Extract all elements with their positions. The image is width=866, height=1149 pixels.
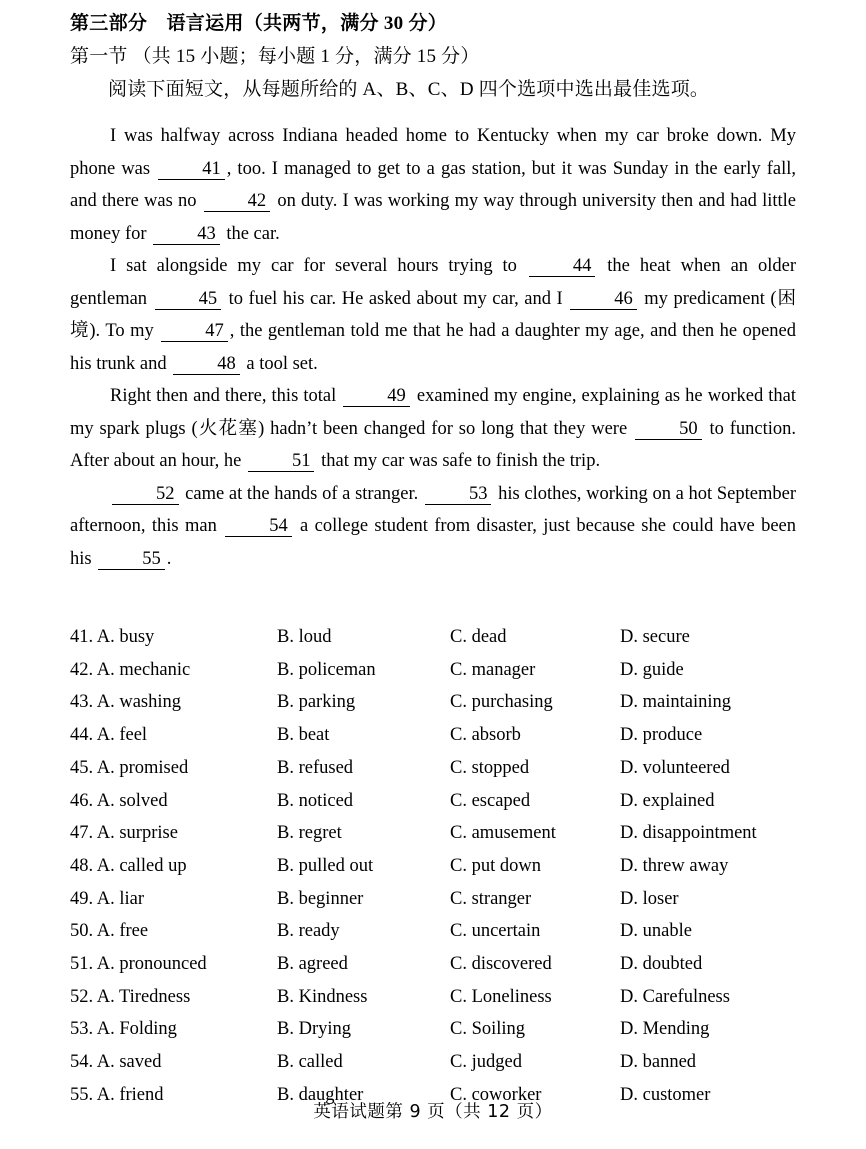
question-option-d[interactable]: D. Carefulness [620, 986, 730, 1007]
passage-text: a tool set. [241, 353, 318, 374]
passage-text: my predicament (困境). To my [70, 288, 796, 341]
option-a-label: A. liar [96, 888, 144, 909]
question-row [70, 1013, 796, 1046]
passage-paragraph [70, 120, 796, 250]
question-option-c[interactable]: C. Loneliness [450, 986, 552, 1007]
question-option-b[interactable]: B. daughter [277, 1084, 364, 1105]
option-a-label: A. Folding [96, 1019, 177, 1040]
question-option-a[interactable] [70, 883, 277, 916]
question-option-d[interactable]: D. Mending [620, 1019, 710, 1040]
instruction-line: 阅读下面短文，从每题所给的 A、B、C、D 四个选项中选出最佳选项。 [108, 79, 710, 100]
question-option-b[interactable]: B. refused [277, 757, 354, 778]
question-option-d[interactable]: D. loser [620, 888, 679, 909]
cloze-blank-41[interactable]: 41 [158, 159, 225, 180]
option-a-label: A. promised [96, 757, 189, 778]
question-number: 47. [70, 823, 94, 844]
cloze-blank-48[interactable]: 48 [173, 354, 240, 375]
question-number: 41. [70, 627, 94, 647]
question-option-a[interactable] [70, 752, 277, 785]
option-a-label: A. friend [96, 1084, 164, 1105]
question-option-b[interactable]: B. Drying [277, 1019, 351, 1040]
option-a-label: A. saved [96, 1052, 162, 1073]
question-option-b[interactable]: B. Kindness [277, 986, 368, 1007]
question-option-a[interactable] [70, 654, 277, 687]
option-a-label: A. surprise [96, 823, 178, 844]
passage-text: the heat when an older gentleman [70, 256, 796, 309]
question-option-d[interactable]: D. threw away [620, 855, 729, 876]
question-option-a[interactable] [70, 1046, 277, 1079]
question-option-c[interactable]: C. purchasing [450, 692, 553, 713]
question-number: 44. [70, 725, 94, 746]
cloze-blank-52[interactable]: 52 [112, 484, 179, 505]
question-option-d[interactable]: D. maintaining [620, 692, 731, 713]
question-number: 43. [70, 692, 94, 713]
question-option-c[interactable]: C. discovered [450, 954, 552, 975]
question-option-a[interactable] [70, 785, 277, 818]
page-footer [0, 1098, 866, 1123]
question-option-a[interactable] [70, 981, 277, 1014]
option-a-label: A. busy [96, 627, 155, 647]
passage-paragraph [70, 478, 796, 576]
question-number: 52. [70, 986, 94, 1007]
question-option-a[interactable] [70, 686, 277, 719]
question-option-b[interactable]: B. ready [277, 921, 340, 942]
question-row [70, 981, 796, 1014]
question-row [70, 752, 796, 785]
question-option-d[interactable]: D. guide [620, 659, 684, 680]
footer-text: 英语试题第 9 页（共 12 页） [313, 1102, 553, 1122]
question-number: 48. [70, 855, 94, 876]
page-content [70, 8, 796, 1112]
option-a-label: A. solved [96, 790, 168, 811]
question-number: 51. [70, 954, 94, 975]
question-option-d[interactable]: D. disappointment [620, 823, 757, 844]
question-row [70, 686, 796, 719]
question-row [70, 654, 796, 687]
question-option-b[interactable]: B. noticed [277, 790, 354, 811]
passage-paragraph [70, 250, 796, 380]
question-option-d[interactable]: D. banned [620, 1052, 697, 1073]
question-option-b[interactable]: B. regret [277, 823, 342, 844]
option-a-label: A. feel [96, 725, 148, 746]
question-option-b[interactable]: B. called [277, 1052, 343, 1073]
cloze-blank-53[interactable]: 53 [425, 484, 492, 505]
cloze-blank-45[interactable]: 45 [155, 289, 222, 310]
cloze-blank-54[interactable]: 54 [225, 516, 292, 537]
question-option-c[interactable]: C. uncertain [450, 921, 541, 942]
passage-text: his clothes, working on a hot September afternoon, this man [70, 483, 796, 536]
passage-paragraph [70, 380, 796, 478]
question-option-c[interactable]: C. put down [450, 855, 541, 876]
subsection-title: 第一节 （共 15 小题；每小题 1 分，满分 15 分） [70, 46, 480, 67]
question-row [70, 1046, 796, 1079]
question-option-c[interactable]: C. judged [450, 1052, 522, 1073]
question-row [70, 948, 796, 981]
passage-text: the car. [221, 223, 280, 244]
passage-text: a college student from disaster, just because she could have been his [70, 516, 796, 569]
question-option-a[interactable] [70, 850, 277, 883]
question-number: 45. [70, 757, 94, 778]
cloze-blank-49[interactable]: 49 [343, 386, 410, 407]
cloze-blank-46[interactable]: 46 [570, 289, 637, 310]
question-row [70, 850, 796, 883]
question-option-a[interactable] [70, 948, 277, 981]
question-row [70, 883, 796, 916]
passage-text: . [166, 548, 172, 569]
question-option-b[interactable]: B. policeman [277, 659, 376, 680]
passage-text: I was halfway across Indiana headed home to Kentucky when my car broke down. My phone was [70, 126, 796, 179]
question-option-a[interactable] [70, 719, 277, 752]
question-option-c[interactable]: C. absorb [450, 725, 521, 746]
question-option-d[interactable]: D. unable [620, 921, 692, 942]
question-option-c[interactable]: C. stopped [450, 757, 530, 778]
option-a-label: A. mechanic [96, 659, 191, 680]
option-a-label: A. pronounced [96, 954, 207, 975]
cloze-blank-47[interactable]: 47 [161, 321, 228, 342]
passage-text: , too. I managed to get to a gas station, but it was Sunday in the early fall, and there was no [70, 158, 796, 211]
passage-text: that my car was safe to finish the trip. [316, 451, 601, 471]
cloze-blank-50[interactable]: 50 [635, 419, 702, 440]
question-number: 55. [70, 1084, 94, 1105]
question-option-c[interactable]: C. Soiling [450, 1019, 526, 1040]
question-option-c[interactable]: C. manager [450, 659, 536, 680]
cloze-blank-42[interactable]: 42 [204, 191, 271, 212]
question-option-d[interactable]: D. doubted [620, 954, 703, 975]
options-table-body [70, 621, 796, 1112]
cloze-passage [70, 120, 796, 575]
option-a-label: A. free [96, 921, 149, 942]
question-number: 53. [70, 1019, 94, 1040]
passage-text: to fuel his car. He asked about my car, and I [223, 288, 569, 309]
question-number: 49. [70, 888, 94, 909]
question-option-a[interactable] [70, 1013, 277, 1046]
question-option-b[interactable]: B. pulled out [277, 855, 374, 876]
cloze-blank-44[interactable]: 44 [529, 256, 596, 277]
question-option-c[interactable]: C. amusement [450, 823, 556, 844]
section-title: 第三部分 语言运用（共两节，满分 30 分） [70, 13, 448, 34]
question-row [70, 719, 796, 752]
cloze-blank-43[interactable]: 43 [153, 224, 220, 245]
question-option-d[interactable]: D. customer [620, 1084, 711, 1105]
passage-text: Right then and there, this total [110, 386, 342, 406]
question-option-c[interactable]: C. dead [450, 627, 507, 647]
question-number: 46. [70, 790, 94, 811]
question-option-c[interactable]: C. coworker [450, 1084, 542, 1105]
question-option-b[interactable]: B. beat [277, 725, 330, 746]
question-row [70, 785, 796, 818]
passage-text: to function. After about an hour, he [70, 418, 796, 471]
question-option-c[interactable]: C. stranger [450, 888, 532, 909]
question-option-b[interactable]: B. beginner [277, 888, 364, 909]
question-number: 50. [70, 921, 94, 942]
question-option-b[interactable]: B. agreed [277, 954, 348, 975]
option-a-label: A. Tiredness [96, 986, 191, 1007]
question-option-d[interactable]: D. volunteered [620, 757, 730, 778]
cloze-blank-55[interactable]: 55 [98, 549, 165, 570]
options-table [70, 621, 796, 1112]
question-option-a[interactable] [70, 621, 277, 654]
question-row [70, 621, 796, 654]
option-a-label: A. called up [96, 855, 187, 876]
passage-text: came at the hands of a stranger. [180, 483, 423, 504]
question-option-a[interactable] [70, 817, 277, 850]
question-option-d[interactable]: D. explained [620, 790, 715, 811]
question-row [70, 817, 796, 850]
question-option-b[interactable]: B. parking [277, 692, 356, 713]
passage-text: on duty. I was working my way through university then and had little money for [70, 191, 796, 244]
question-option-b[interactable]: B. loud [277, 627, 332, 647]
passage-text: I sat alongside my car for several hours trying to [110, 256, 527, 276]
passage-text: , the gentleman told me that he had a daughter my age, and then he opened his trunk and [70, 321, 796, 374]
question-option-a[interactable] [70, 915, 277, 948]
question-number: 54. [70, 1052, 94, 1073]
passage-text: examined my engine, explaining as he worked that my spark plugs (火花塞) hadn’t been changed for so long that they were [70, 386, 797, 439]
question-option-d[interactable]: D. produce [620, 725, 703, 746]
option-a-label: A. washing [96, 692, 182, 713]
cloze-blank-51[interactable]: 51 [248, 451, 315, 472]
question-option-c[interactable]: C. escaped [450, 790, 531, 811]
question-number: 42. [70, 659, 94, 680]
question-row [70, 915, 796, 948]
question-option-d[interactable]: D. secure [620, 627, 690, 647]
